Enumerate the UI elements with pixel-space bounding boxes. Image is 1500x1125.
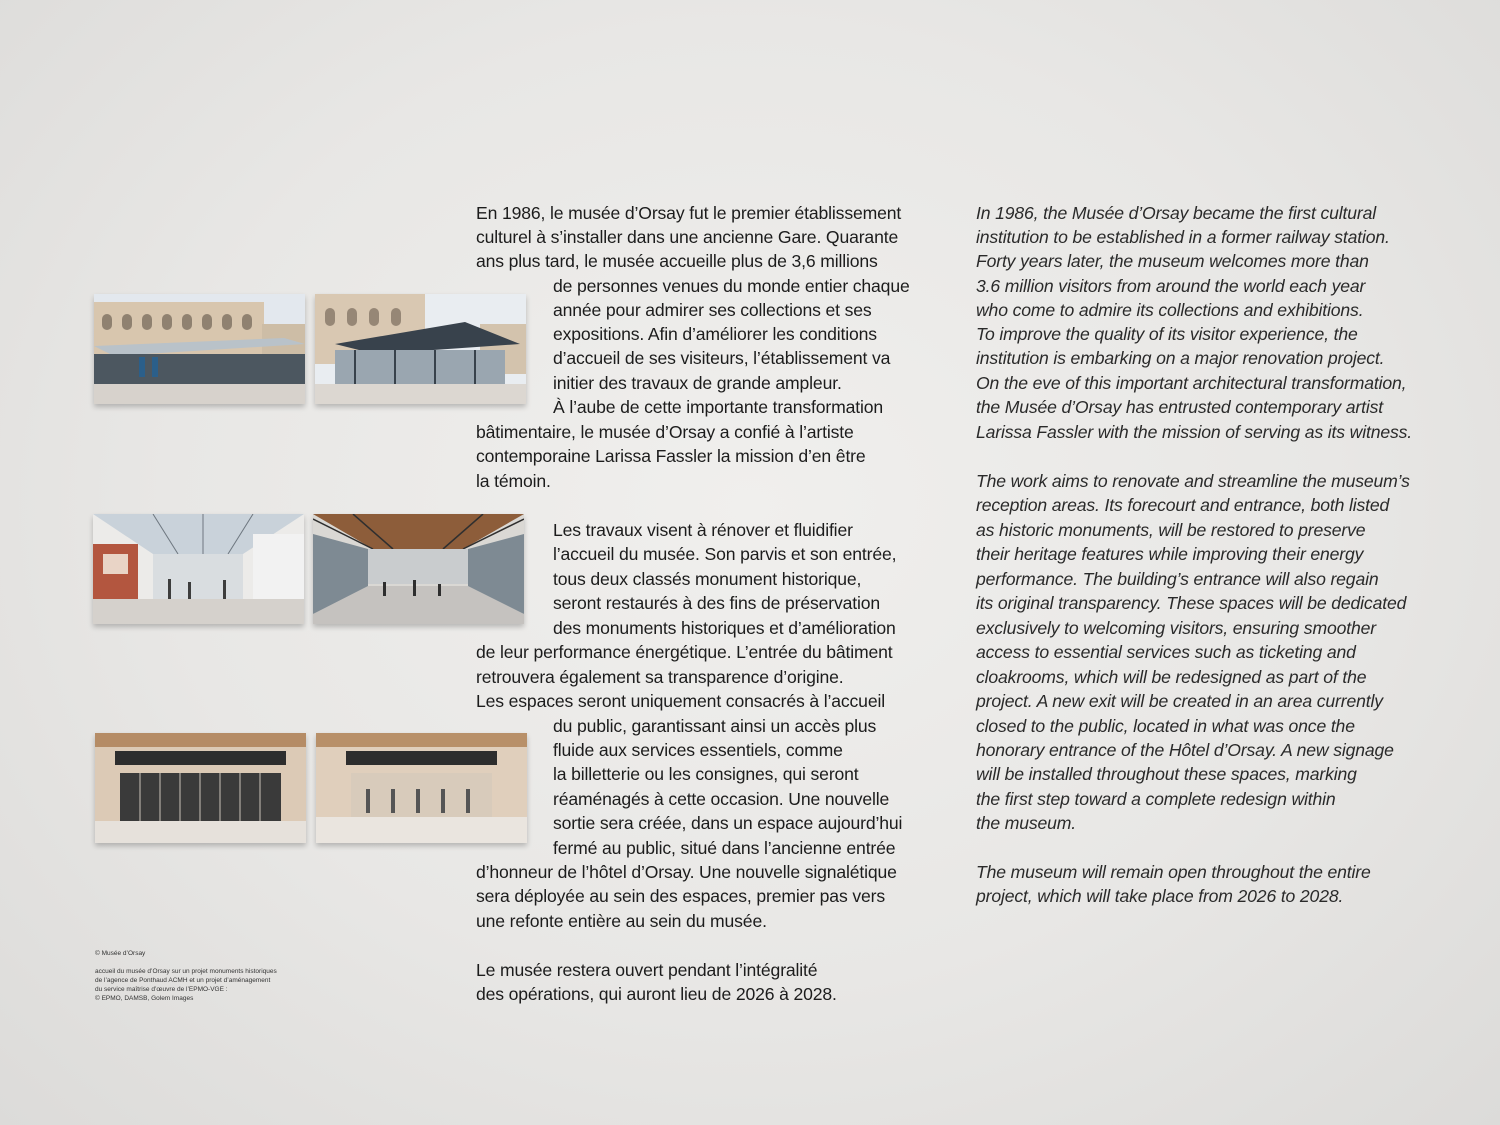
text-line: exclusively to welcoming visitors, ensuring smoother	[976, 618, 1376, 638]
text-line: tous deux classés monument historique,	[553, 569, 862, 589]
photo-facade-canopy-left	[94, 294, 305, 404]
text-line: institution to be established in a former railway station.	[976, 227, 1390, 247]
text-line: d’accueil de ses visiteurs, l’établissement va	[553, 348, 891, 368]
text-line: the Musée d’Orsay has entrusted contemporary artist	[976, 397, 1383, 417]
text-line: honorary entrance of the Hôtel d’Orsay. A new signage	[976, 740, 1394, 760]
photo-facade-canopy-right	[315, 294, 526, 404]
photo-credit-copyright: © Musée d’Orsay	[95, 950, 146, 957]
text-line: reception areas. Its forecourt and entrance, both listed	[976, 495, 1390, 515]
text-line: retrouvera également sa transparence d’origine.	[476, 667, 844, 687]
photo-reception-concourse	[313, 514, 524, 624]
photo-entrance-hall-right	[316, 733, 527, 843]
text-line: des opérations, qui auront lieu de 2026 à 2028.	[476, 984, 837, 1004]
text-line: ans plus tard, le musée accueille plus de 3,6 millions	[476, 251, 878, 271]
text-line: une refonte entière au sein du musée.	[476, 911, 767, 931]
photo-credit-line: accueil du musée d’Orsay sur un projet monuments historiques	[95, 968, 277, 975]
photo-reception-ticketing	[93, 514, 304, 624]
text-line: des monuments historiques et d’amélioration	[553, 618, 896, 638]
text-line: année pour admirer ses collections et ses	[553, 300, 872, 320]
text-line: de leur performance énergétique. L’entrée du bâtiment	[476, 642, 893, 662]
text-line: its original transparency. These spaces will be dedicated	[976, 593, 1407, 613]
text-line: la billetterie ou les consignes, qui seront	[553, 764, 859, 784]
text-line: institution is embarking on a major renovation project.	[976, 348, 1385, 368]
photo-credit-line: de l’agence de Ponthaud ACMH et un projet d’aménagement	[95, 977, 271, 984]
text-line: the first step toward a complete redesign within	[976, 789, 1336, 809]
text-line: seront restaurés à des fins de préservation	[553, 593, 881, 613]
text-line: initier des travaux de grande ampleur.	[553, 373, 842, 393]
text-line: project, which will take place from 2026 to 2028.	[976, 886, 1344, 906]
text-line: project. A new exit will be created in an area currently	[976, 691, 1383, 711]
photo-credit-line: du service maîtrise d’œuvre de l’EPMO-VGE :	[95, 986, 228, 993]
text-line: performance. The building’s entrance will also regain	[976, 569, 1379, 589]
text-line: de personnes venues du monde entier chaque	[553, 276, 910, 296]
text-line: as historic monuments, will be restored to preserve	[976, 520, 1366, 540]
photo-credit-line: © EPMO, DAMSB, Golem Images	[95, 995, 194, 1002]
text-line: On the eve of this important architectural transformation,	[976, 373, 1407, 393]
text-line: bâtimentaire, le musée d’Orsay a confié à l’artiste	[476, 422, 854, 442]
text-line: culturel à s’installer dans une ancienne Gare. Quarante	[476, 227, 899, 247]
text-line: 3.6 million visitors from around the world each year	[976, 276, 1366, 296]
text-line: Le musée restera ouvert pendant l’intégralité	[476, 960, 818, 980]
text-line: To improve the quality of its visitor experience, the	[976, 324, 1358, 344]
text-line: l’accueil du musée. Son parvis et son entrée,	[553, 544, 897, 564]
text-line: sera déployée au sein des espaces, premier pas vers	[476, 886, 885, 906]
text-line: Larissa Fassler with the mission of serving as its witness.	[976, 422, 1413, 442]
text-line: will be installed throughout these spaces, marking	[976, 764, 1357, 784]
text-line: En 1986, le musée d’Orsay fut le premier établissement	[476, 203, 902, 223]
text-line: contemporaine Larissa Fassler la mission d’en être	[476, 446, 866, 466]
text-line: access to essential services such as ticketing and	[976, 642, 1356, 662]
text-line: cloakrooms, which will be redesigned as part of the	[976, 667, 1367, 687]
text-line: The museum will remain open throughout the entire	[976, 862, 1371, 882]
text-line: In 1986, the Musée d’Orsay became the first cultural	[976, 203, 1376, 223]
text-line: who come to admire its collections and exhibitions.	[976, 300, 1364, 320]
text-line: sortie sera créée, dans un espace aujourd’hui	[553, 813, 903, 833]
text-line: la témoin.	[476, 471, 551, 491]
text-line: closed to the public, located in what was once the	[976, 716, 1355, 736]
text-line: Les espaces seront uniquement consacrés à l’accueil	[476, 691, 885, 711]
text-line: Forty years later, the museum welcomes more than	[976, 251, 1369, 271]
text-line: Les travaux visent à rénover et fluidifier	[553, 520, 853, 540]
text-line: The work aims to renovate and streamline the museum’s	[976, 471, 1410, 491]
text-line: fermé au public, situé dans l’ancienne entrée	[553, 838, 896, 858]
photo-entrance-hall-left	[95, 733, 306, 843]
text-line: expositions. Afin d’améliorer les conditions	[553, 324, 877, 344]
text-line: fluide aux services essentiels, comme	[553, 740, 843, 760]
text-line: d’honneur de l’hôtel d’Orsay. Une nouvelle signalétique	[476, 862, 897, 882]
text-line: du public, garantissant ainsi un accès plus	[553, 716, 877, 736]
text-line: the museum.	[976, 813, 1077, 833]
text-line: À l’aube de cette importante transformation	[553, 397, 883, 417]
text-line: their heritage features while improving their energy	[976, 544, 1364, 564]
text-line: réaménagés à cette occasion. Une nouvelle	[553, 789, 890, 809]
